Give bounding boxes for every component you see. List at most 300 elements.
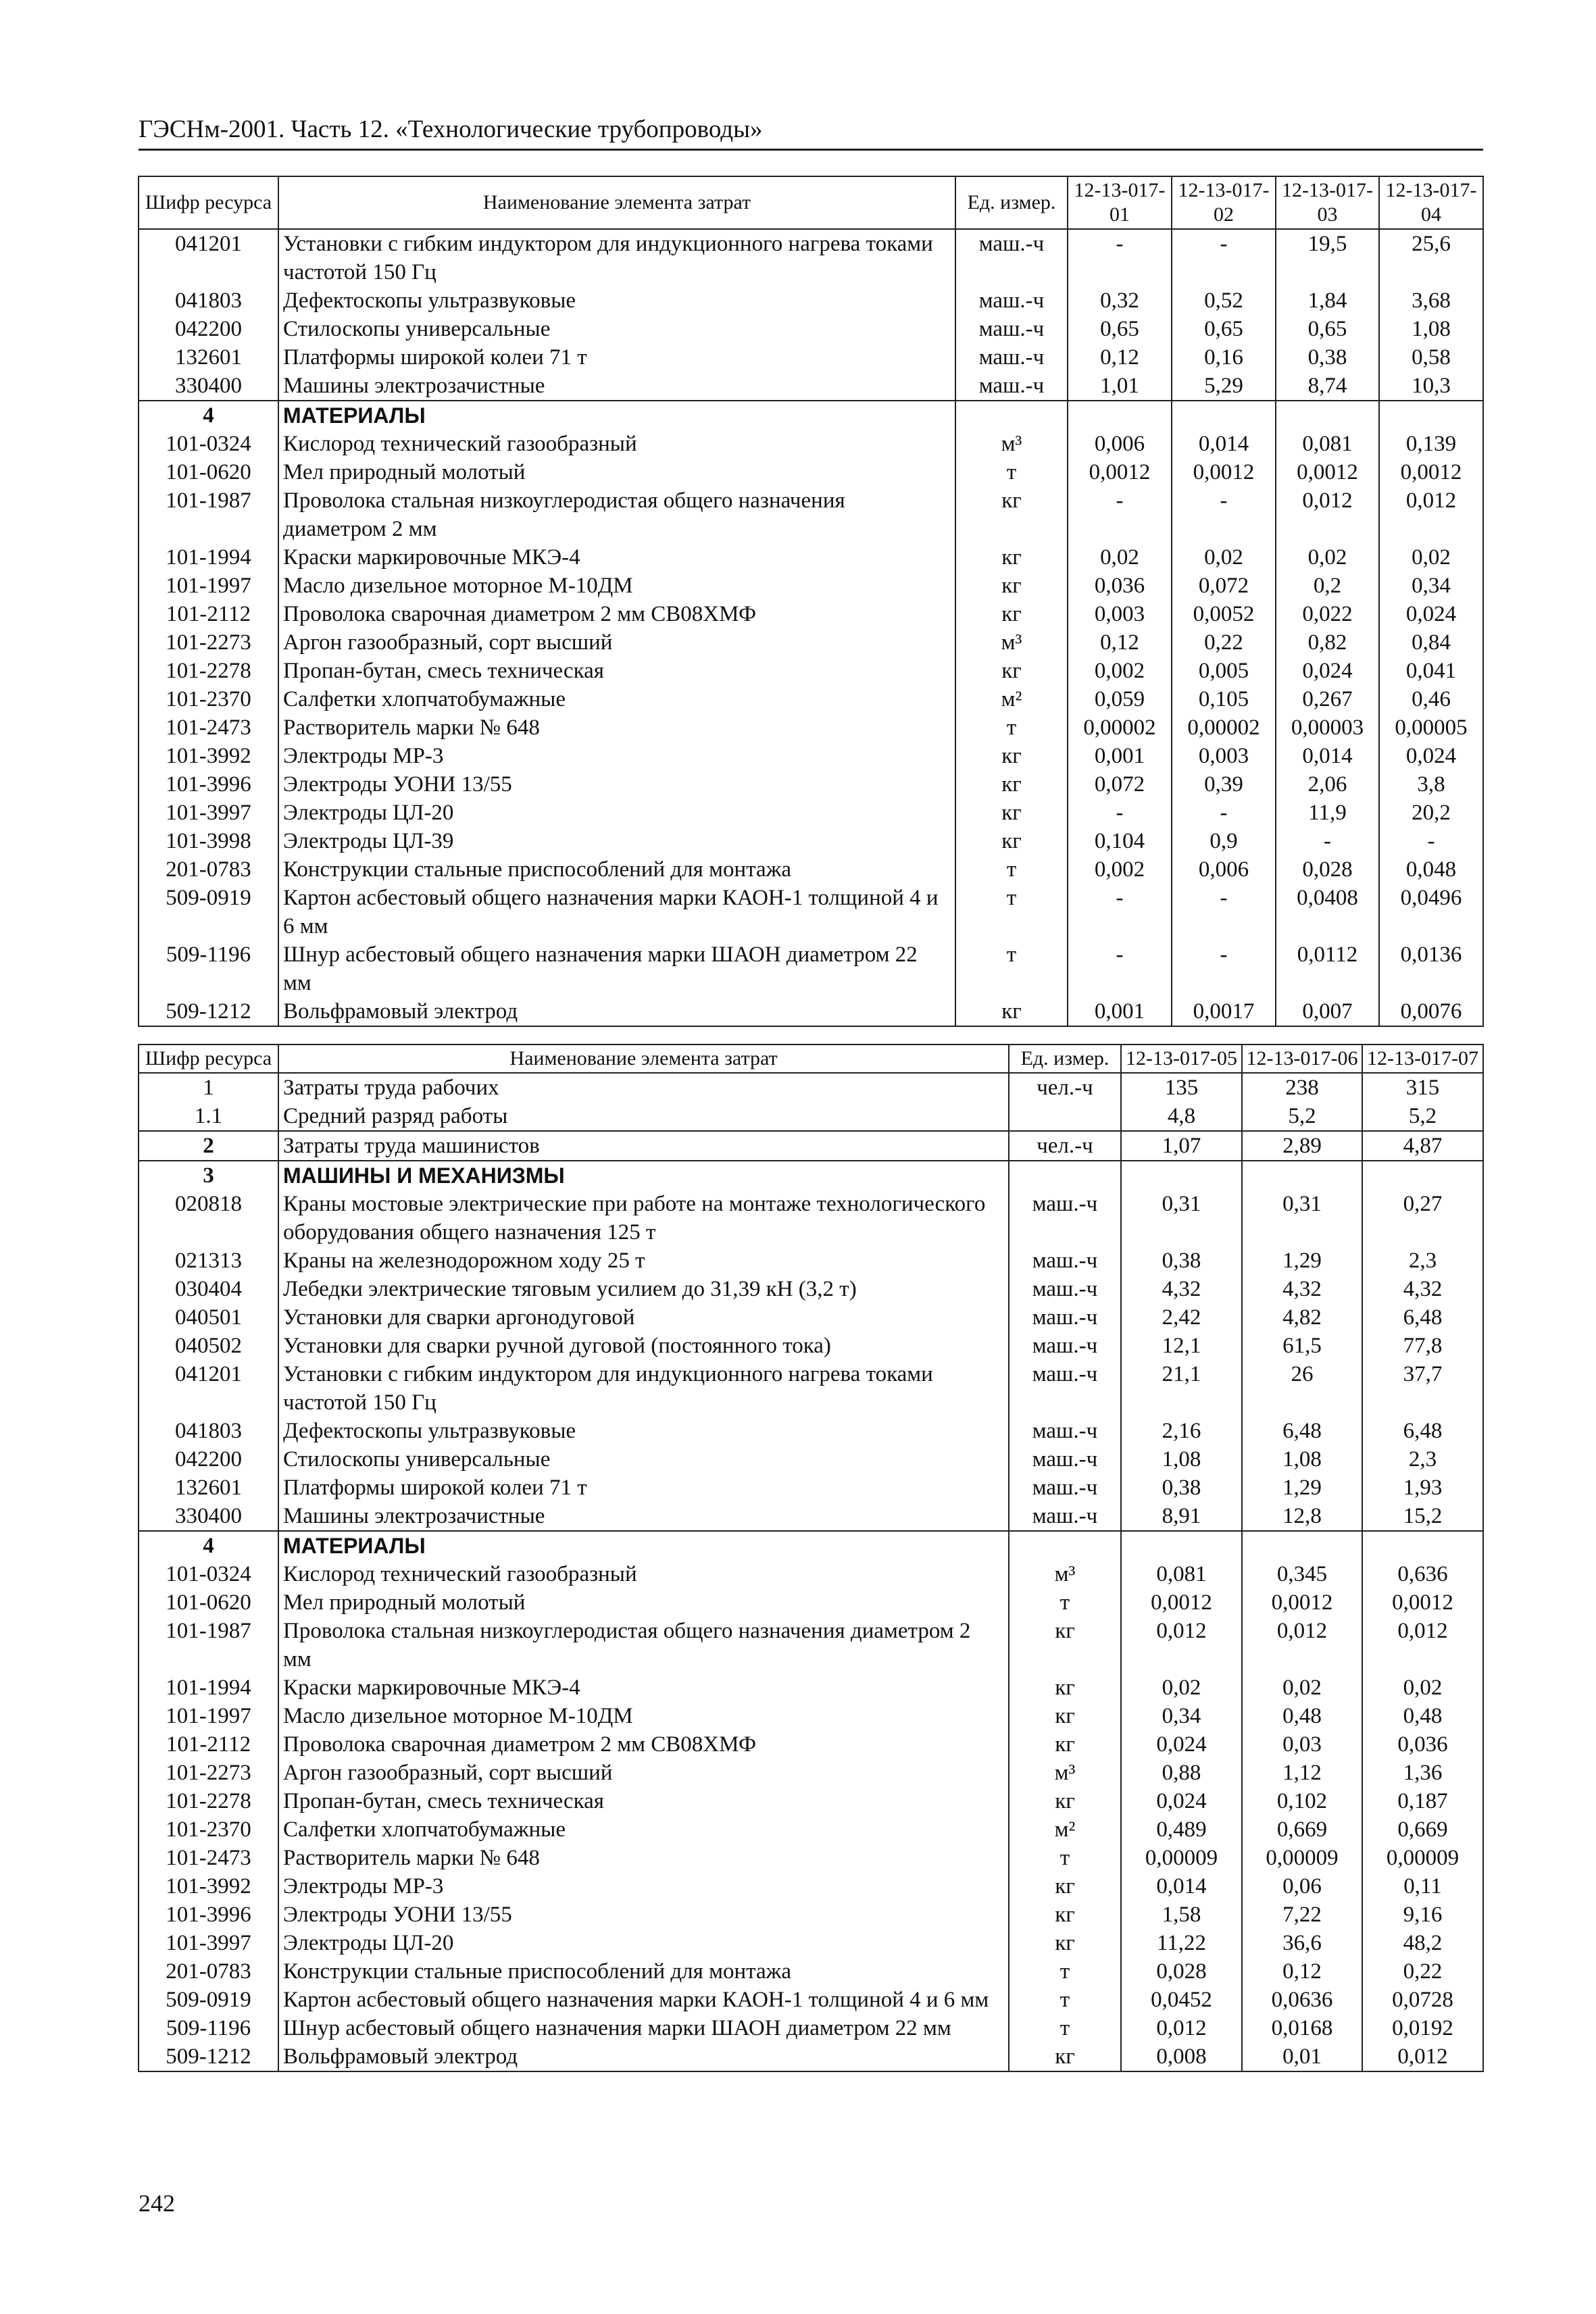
- table-row: [139, 685, 1483, 713]
- table-row: [139, 1957, 1483, 1986]
- norm-value: -: [1172, 486, 1276, 543]
- norm-value: 26: [1242, 1360, 1362, 1417]
- unit-of-measure: кг: [955, 543, 1068, 572]
- norm-value: 0,0052: [1172, 600, 1276, 628]
- norm-value: 0,0408: [1276, 884, 1379, 940]
- resource-name: Стилоскопы универсальные: [278, 1445, 1009, 1474]
- norm-value: 0,036: [1068, 572, 1172, 600]
- norm-value: 0,072: [1172, 572, 1276, 600]
- norm-value: 4,32: [1362, 1275, 1483, 1303]
- norm-value: 0,38: [1276, 343, 1379, 372]
- table-row: [139, 1332, 1483, 1360]
- norm-value: [1276, 401, 1379, 430]
- norm-value: 0,00002: [1172, 713, 1276, 742]
- norm-value: 0,014: [1276, 742, 1379, 770]
- resource-name: Пропан-бутан, смесь техническая: [278, 1787, 1009, 1815]
- header-name: Наименование элемента затрат: [278, 1045, 1009, 1073]
- norm-value: 0,16: [1172, 343, 1276, 372]
- page-number: 242: [139, 2190, 175, 2217]
- resource-name: Пропан-бутан, смесь техническая: [278, 657, 955, 685]
- table-row: [139, 1502, 1483, 1531]
- norm-value: 0,024: [1121, 1787, 1242, 1815]
- resource-name: Проволока стальная низкоуглеродистая общего назначения диаметром 2 мм: [278, 1617, 1009, 1674]
- resource-code: 101-3992: [139, 1872, 278, 1901]
- norm-value: 0,12: [1242, 1957, 1362, 1986]
- norm-value: 0,48: [1242, 1702, 1362, 1730]
- norm-value: 0,007: [1276, 997, 1379, 1026]
- resource-name: Вольфрамовый электрод: [278, 2042, 1009, 2071]
- resource-code: 101-2273: [139, 1759, 278, 1787]
- norm-value: 0,0017: [1172, 997, 1276, 1026]
- norm-value: 0,104: [1068, 827, 1172, 855]
- unit-of-measure: кг: [955, 572, 1068, 600]
- norm-value: 0,0496: [1379, 884, 1483, 940]
- resource-code: 101-3997: [139, 1929, 278, 1957]
- unit-of-measure: маш.-ч: [955, 372, 1068, 401]
- norm-value: 3,8: [1379, 770, 1483, 799]
- norm-value: 11,9: [1276, 799, 1379, 827]
- norm-value: 77,8: [1362, 1332, 1483, 1360]
- resource-code: 330400: [139, 1502, 278, 1531]
- norm-value: 0,0012: [1121, 1588, 1242, 1617]
- norm-value: 0,002: [1068, 657, 1172, 685]
- norm-value: 0,0168: [1242, 2014, 1362, 2042]
- table-row: [139, 1588, 1483, 1617]
- norm-value: 0,0012: [1172, 458, 1276, 486]
- norm-value: 0,52: [1172, 286, 1276, 315]
- table-row: [139, 1560, 1483, 1588]
- norm-value: 0,48: [1362, 1702, 1483, 1730]
- norm-value: 0,12: [1068, 628, 1172, 657]
- table-row: [139, 628, 1483, 657]
- table-row: [139, 855, 1483, 884]
- unit-of-measure: т: [1009, 2014, 1121, 2042]
- resource-code: 041201: [139, 229, 278, 286]
- resource-name: Электроды ЦЛ-20: [278, 799, 955, 827]
- norm-value: 1,07: [1121, 1131, 1242, 1161]
- resource-name: Затраты труда машинистов: [278, 1131, 1009, 1161]
- norm-value: 0,139: [1379, 430, 1483, 458]
- norm-value: 0,0012: [1276, 458, 1379, 486]
- resource-name: Электроды ЦЛ-20: [278, 1929, 1009, 1957]
- resource-code: 101-2112: [139, 600, 278, 628]
- resource-code: 042200: [139, 1445, 278, 1474]
- norm-value: 0,008: [1121, 2042, 1242, 2071]
- norm-value: 0,12: [1068, 343, 1172, 372]
- unit-of-measure: кг: [955, 799, 1068, 827]
- resource-name: Установки с гибким индуктором для индукционного нагрева токами частотой 150 Гц: [278, 1360, 1009, 1417]
- table-row: [139, 600, 1483, 628]
- table-row: [139, 343, 1483, 372]
- resource-name: Электроды УОНИ 13/55: [278, 770, 955, 799]
- resource-name: Краны мостовые электрические при работе на монтаже технологического оборудования общего назначения 125 т: [278, 1190, 1009, 1247]
- resource-code: 101-1997: [139, 572, 278, 600]
- header-code: Шифр ресурса: [139, 176, 278, 229]
- norm-value: 0,65: [1276, 315, 1379, 343]
- resource-code: 030404: [139, 1275, 278, 1303]
- norm-value: 0,65: [1172, 315, 1276, 343]
- unit-of-measure: т: [1009, 1588, 1121, 1617]
- norm-value: 0,036: [1362, 1730, 1483, 1759]
- norm-value: 1,08: [1121, 1445, 1242, 1474]
- resource-name: Картон асбестовый общего назначения марки КАОН-1 толщиной 4 и 6 мм: [278, 884, 955, 940]
- norm-value: 0,31: [1121, 1190, 1242, 1247]
- norm-value: 0,048: [1379, 855, 1483, 884]
- resource-name: Затраты труда рабочих: [278, 1073, 1009, 1102]
- norm-value: 0,267: [1276, 685, 1379, 713]
- resource-name: Машины электрозачистные: [278, 1502, 1009, 1531]
- norm-value: 1,01: [1068, 372, 1172, 401]
- resource-name: МАШИНЫ И МЕХАНИЗМЫ: [278, 1161, 1009, 1190]
- table-row: [139, 940, 1483, 997]
- unit-of-measure: [955, 401, 1068, 430]
- resource-name: Конструкции стальные приспособлений для монтажа: [278, 855, 955, 884]
- resource-name: Дефектоскопы ультразвуковые: [278, 286, 955, 315]
- header-col-3: 12-13-017-03: [1276, 176, 1379, 229]
- norm-value: 1,08: [1242, 1445, 1362, 1474]
- unit-of-measure: м²: [955, 685, 1068, 713]
- norm-value: 0,02: [1362, 1674, 1483, 1702]
- resource-name: Масло дизельное моторное М-10ДМ: [278, 1702, 1009, 1730]
- unit-of-measure: кг: [955, 997, 1068, 1026]
- norm-value: 2,16: [1121, 1417, 1242, 1445]
- table-row: [139, 543, 1483, 572]
- resource-code: 101-1987: [139, 486, 278, 543]
- norm-value: 0,00009: [1362, 1844, 1483, 1872]
- unit-of-measure: [1009, 1531, 1121, 1560]
- norm-value: 1,84: [1276, 286, 1379, 315]
- resource-code: 201-0783: [139, 855, 278, 884]
- norm-value: 0,105: [1172, 685, 1276, 713]
- resource-name: Электроды МР-3: [278, 742, 955, 770]
- unit-of-measure: маш.-ч: [1009, 1275, 1121, 1303]
- resource-code: 020818: [139, 1190, 278, 1247]
- unit-of-measure: чел.-ч: [1009, 1131, 1121, 1161]
- norm-value: 0,012: [1276, 486, 1379, 543]
- norm-value: 4,8: [1121, 1102, 1242, 1131]
- norm-value: 1,12: [1242, 1759, 1362, 1787]
- norm-value: 61,5: [1242, 1332, 1362, 1360]
- norm-value: 0,0452: [1121, 1986, 1242, 2014]
- norm-value: 0,187: [1362, 1787, 1483, 1815]
- norm-value: 0,0012: [1068, 458, 1172, 486]
- unit-of-measure: кг: [955, 827, 1068, 855]
- unit-of-measure: маш.-ч: [1009, 1445, 1121, 1474]
- resource-name: Платформы широкой колеи 71 т: [278, 1474, 1009, 1502]
- header-unit: Ед. измер.: [1009, 1045, 1121, 1073]
- resource-code: 101-2278: [139, 657, 278, 685]
- unit-of-measure: маш.-ч: [955, 286, 1068, 315]
- norm-value: 0,02: [1068, 543, 1172, 572]
- norm-value: 20,2: [1379, 799, 1483, 827]
- norm-value: 238: [1242, 1073, 1362, 1102]
- resource-name: Установки с гибким индуктором для индукционного нагрева токами частотой 150 Гц: [278, 229, 955, 286]
- norm-value: -: [1379, 827, 1483, 855]
- resource-code: 101-2370: [139, 1815, 278, 1844]
- table-row: [139, 770, 1483, 799]
- norm-value: 0,22: [1172, 628, 1276, 657]
- norm-value: 0,028: [1276, 855, 1379, 884]
- norm-value: 0,65: [1068, 315, 1172, 343]
- unit-of-measure: маш.-ч: [1009, 1417, 1121, 1445]
- resource-code: 3: [139, 1161, 278, 1190]
- header-col-6: 12-13-017-06: [1242, 1045, 1362, 1073]
- resource-code: 101-3996: [139, 770, 278, 799]
- norm-value: 1,29: [1242, 1247, 1362, 1275]
- resource-code: 101-3998: [139, 827, 278, 855]
- norm-value: 0,01: [1242, 2042, 1362, 2071]
- norm-value: 0,024: [1276, 657, 1379, 685]
- table-row: [139, 458, 1483, 486]
- norm-value: 0,58: [1379, 343, 1483, 372]
- unit-of-measure: кг: [955, 742, 1068, 770]
- resource-name: Дефектоскопы ультразвуковые: [278, 1417, 1009, 1445]
- norm-value: 0,2: [1276, 572, 1379, 600]
- table-row: [139, 657, 1483, 685]
- resource-name: Шнур асбестовый общего назначения марки ШАОН диаметром 22 мм: [278, 940, 955, 997]
- resource-name: Установки для сварки аргонодуговой: [278, 1303, 1009, 1332]
- resource-code: 101-2112: [139, 1730, 278, 1759]
- table-row: [139, 286, 1483, 315]
- norm-value: 0,00003: [1276, 713, 1379, 742]
- unit-of-measure: кг: [1009, 1674, 1121, 1702]
- resource-code: 101-0324: [139, 430, 278, 458]
- resource-name: Растворитель марки № 648: [278, 713, 955, 742]
- unit-of-measure: т: [955, 884, 1068, 940]
- table-row: [139, 229, 1483, 286]
- unit-of-measure: т: [955, 940, 1068, 997]
- section-row: [139, 401, 1483, 430]
- resource-name: Аргон газообразный, сорт высший: [278, 1759, 1009, 1787]
- header-col-5: 12-13-017-05: [1121, 1045, 1242, 1073]
- norm-value: 0,072: [1068, 770, 1172, 799]
- unit-of-measure: маш.-ч: [1009, 1332, 1121, 1360]
- table-row: [139, 742, 1483, 770]
- norm-value: 0,00009: [1121, 1844, 1242, 1872]
- norm-value: 19,5: [1276, 229, 1379, 286]
- norm-value: -: [1172, 229, 1276, 286]
- resource-code: 041803: [139, 1417, 278, 1445]
- resource-name: Салфетки хлопчатобумажные: [278, 1815, 1009, 1844]
- norm-value: 8,91: [1121, 1502, 1242, 1531]
- norm-value: 15,2: [1362, 1502, 1483, 1531]
- table-row: [139, 1102, 1483, 1131]
- unit-of-measure: маш.-ч: [1009, 1502, 1121, 1531]
- norm-value: 1,08: [1379, 315, 1483, 343]
- norm-value: 0,028: [1121, 1957, 1242, 1986]
- norm-value: 0,012: [1379, 486, 1483, 543]
- norm-value: 12,8: [1242, 1502, 1362, 1531]
- header-col-2: 12-13-017-02: [1172, 176, 1276, 229]
- norm-value: 315: [1362, 1073, 1483, 1102]
- resource-name: Растворитель марки № 648: [278, 1844, 1009, 1872]
- norm-value: 21,1: [1121, 1360, 1242, 1417]
- resource-code: 041201: [139, 1360, 278, 1417]
- resource-code: 101-2370: [139, 685, 278, 713]
- norm-value: 0,489: [1121, 1815, 1242, 1844]
- norm-value: 0,002: [1068, 855, 1172, 884]
- resource-name: Средний разряд работы: [278, 1102, 1009, 1131]
- norm-value: 0,27: [1362, 1190, 1483, 1247]
- norm-value: 6,48: [1242, 1417, 1362, 1445]
- resource-code: 101-2273: [139, 628, 278, 657]
- table-row: [139, 430, 1483, 458]
- norm-value: 0,003: [1068, 600, 1172, 628]
- norm-value: [1172, 401, 1276, 430]
- unit-of-measure: м³: [1009, 1560, 1121, 1588]
- resource-name: Проволока стальная низкоуглеродистая общего назначения диаметром 2 мм: [278, 486, 955, 543]
- resource-code: 509-1212: [139, 997, 278, 1026]
- resource-code: 509-1196: [139, 940, 278, 997]
- norm-value: 0,02: [1242, 1674, 1362, 1702]
- norm-value: 0,102: [1242, 1787, 1362, 1815]
- norm-value: 25,6: [1379, 229, 1483, 286]
- table-row: [139, 1445, 1483, 1474]
- norm-value: 1,93: [1362, 1474, 1483, 1502]
- unit-of-measure: [1009, 1102, 1121, 1131]
- unit-of-measure: кг: [1009, 1929, 1121, 1957]
- resource-name: МАТЕРИАЛЫ: [278, 1531, 1009, 1560]
- norm-value: 2,89: [1242, 1131, 1362, 1161]
- resource-code: 132601: [139, 343, 278, 372]
- table-row: [139, 997, 1483, 1026]
- unit-of-measure: м³: [955, 430, 1068, 458]
- norm-value: 0,0728: [1362, 1986, 1483, 2014]
- table-row: [139, 1844, 1483, 1872]
- resource-name: Мел природный молотый: [278, 1588, 1009, 1617]
- unit-of-measure: кг: [1009, 2042, 1121, 2071]
- norm-value: [1242, 1531, 1362, 1560]
- table-row: [139, 1247, 1483, 1275]
- norm-value: 0,012: [1121, 1617, 1242, 1674]
- resource-code: 2: [139, 1131, 278, 1161]
- resource-name: Шнур асбестовый общего назначения марки ШАОН диаметром 22 мм: [278, 2014, 1009, 2042]
- norm-value: 0,00009: [1242, 1844, 1362, 1872]
- section-row: [139, 1131, 1483, 1161]
- resource-code: 509-0919: [139, 884, 278, 940]
- norm-value: 1,58: [1121, 1901, 1242, 1929]
- norm-value: 4,87: [1362, 1131, 1483, 1161]
- norm-value: 0,006: [1068, 430, 1172, 458]
- resource-code: 101-2278: [139, 1787, 278, 1815]
- norm-value: 0,669: [1362, 1815, 1483, 1844]
- norm-value: 0,00002: [1068, 713, 1172, 742]
- norm-value: 2,42: [1121, 1303, 1242, 1332]
- norm-value: 0,0192: [1362, 2014, 1483, 2042]
- norm-value: 0,024: [1379, 600, 1483, 628]
- table-row: [139, 1787, 1483, 1815]
- resource-name: Электроды МР-3: [278, 1872, 1009, 1901]
- unit-of-measure: т: [1009, 1844, 1121, 1872]
- resource-table-1: [138, 176, 1484, 1027]
- resource-code: 040501: [139, 1303, 278, 1332]
- table-row: [139, 372, 1483, 401]
- resource-name: Мел природный молотый: [278, 458, 955, 486]
- norm-value: 5,2: [1362, 1102, 1483, 1131]
- resource-name: Аргон газообразный, сорт высший: [278, 628, 955, 657]
- norm-value: -: [1172, 884, 1276, 940]
- norm-value: 0,38: [1121, 1247, 1242, 1275]
- norm-value: [1068, 401, 1172, 430]
- resource-code: 132601: [139, 1474, 278, 1502]
- norm-value: [1362, 1531, 1483, 1560]
- norm-value: 12,1: [1121, 1332, 1242, 1360]
- norm-value: 0,0112: [1276, 940, 1379, 997]
- unit-of-measure: т: [955, 458, 1068, 486]
- resource-name: Вольфрамовый электрод: [278, 997, 955, 1026]
- table-row: [139, 1815, 1483, 1844]
- table-row: [139, 1872, 1483, 1901]
- resource-name: Электроды УОНИ 13/55: [278, 1901, 1009, 1929]
- header-col-1: 12-13-017-01: [1068, 176, 1172, 229]
- table-row: [139, 827, 1483, 855]
- norm-value: 0,39: [1172, 770, 1276, 799]
- resource-code: 4: [139, 401, 278, 430]
- norm-value: 0,001: [1068, 742, 1172, 770]
- unit-of-measure: м³: [1009, 1759, 1121, 1787]
- norm-value: 0,02: [1379, 543, 1483, 572]
- header-col-4: 12-13-017-04: [1379, 176, 1483, 229]
- header-name: Наименование элемента затрат: [278, 176, 955, 229]
- norm-value: 2,3: [1362, 1445, 1483, 1474]
- resource-name: Краны на железнодорожном ходу 25 т: [278, 1247, 1009, 1275]
- norm-value: 0,014: [1121, 1872, 1242, 1901]
- unit-of-measure: кг: [1009, 1872, 1121, 1901]
- unit-of-measure: маш.-ч: [1009, 1190, 1121, 1247]
- norm-value: 11,22: [1121, 1929, 1242, 1957]
- resource-code: 509-1212: [139, 2042, 278, 2071]
- resource-code: 101-1997: [139, 1702, 278, 1730]
- norm-value: 0,34: [1379, 572, 1483, 600]
- resource-code: 1.1: [139, 1102, 278, 1131]
- table-row: [139, 572, 1483, 600]
- unit-of-measure: кг: [955, 486, 1068, 543]
- unit-of-measure: м²: [1009, 1815, 1121, 1844]
- norm-value: 0,31: [1242, 1190, 1362, 1247]
- unit-of-measure: чел.-ч: [1009, 1073, 1121, 1102]
- resource-code: 040502: [139, 1332, 278, 1360]
- section-row: [139, 1161, 1483, 1190]
- table-row: [139, 1986, 1483, 2014]
- unit-of-measure: [1009, 1161, 1121, 1190]
- unit-of-measure: т: [955, 713, 1068, 742]
- resource-code: 041803: [139, 286, 278, 315]
- norm-value: 48,2: [1362, 1929, 1483, 1957]
- resource-code: 101-2473: [139, 713, 278, 742]
- table-row: [139, 1730, 1483, 1759]
- norm-value: 0,0012: [1379, 458, 1483, 486]
- table-row: [139, 799, 1483, 827]
- resource-name: Картон асбестовый общего назначения марки КАОН-1 толщиной 4 и 6 мм: [278, 1986, 1009, 2014]
- unit-of-measure: т: [1009, 1957, 1121, 1986]
- table-row: [139, 884, 1483, 940]
- norm-value: 3,68: [1379, 286, 1483, 315]
- norm-value: 0,06: [1242, 1872, 1362, 1901]
- resource-code: 101-3997: [139, 799, 278, 827]
- norm-value: 2,3: [1362, 1247, 1483, 1275]
- norm-value: 0,9: [1172, 827, 1276, 855]
- table-row: [139, 713, 1483, 742]
- resource-code: 101-1987: [139, 1617, 278, 1674]
- header-code: Шифр ресурса: [139, 1045, 278, 1073]
- resource-name: Проволока сварочная диаметром 2 мм СВ08ХМФ: [278, 600, 955, 628]
- norm-value: 2,06: [1276, 770, 1379, 799]
- resource-code: 101-1994: [139, 1674, 278, 1702]
- norm-value: 9,16: [1362, 1901, 1483, 1929]
- norm-value: -: [1172, 940, 1276, 997]
- norm-value: [1121, 1531, 1242, 1560]
- norm-value: [1121, 1161, 1242, 1190]
